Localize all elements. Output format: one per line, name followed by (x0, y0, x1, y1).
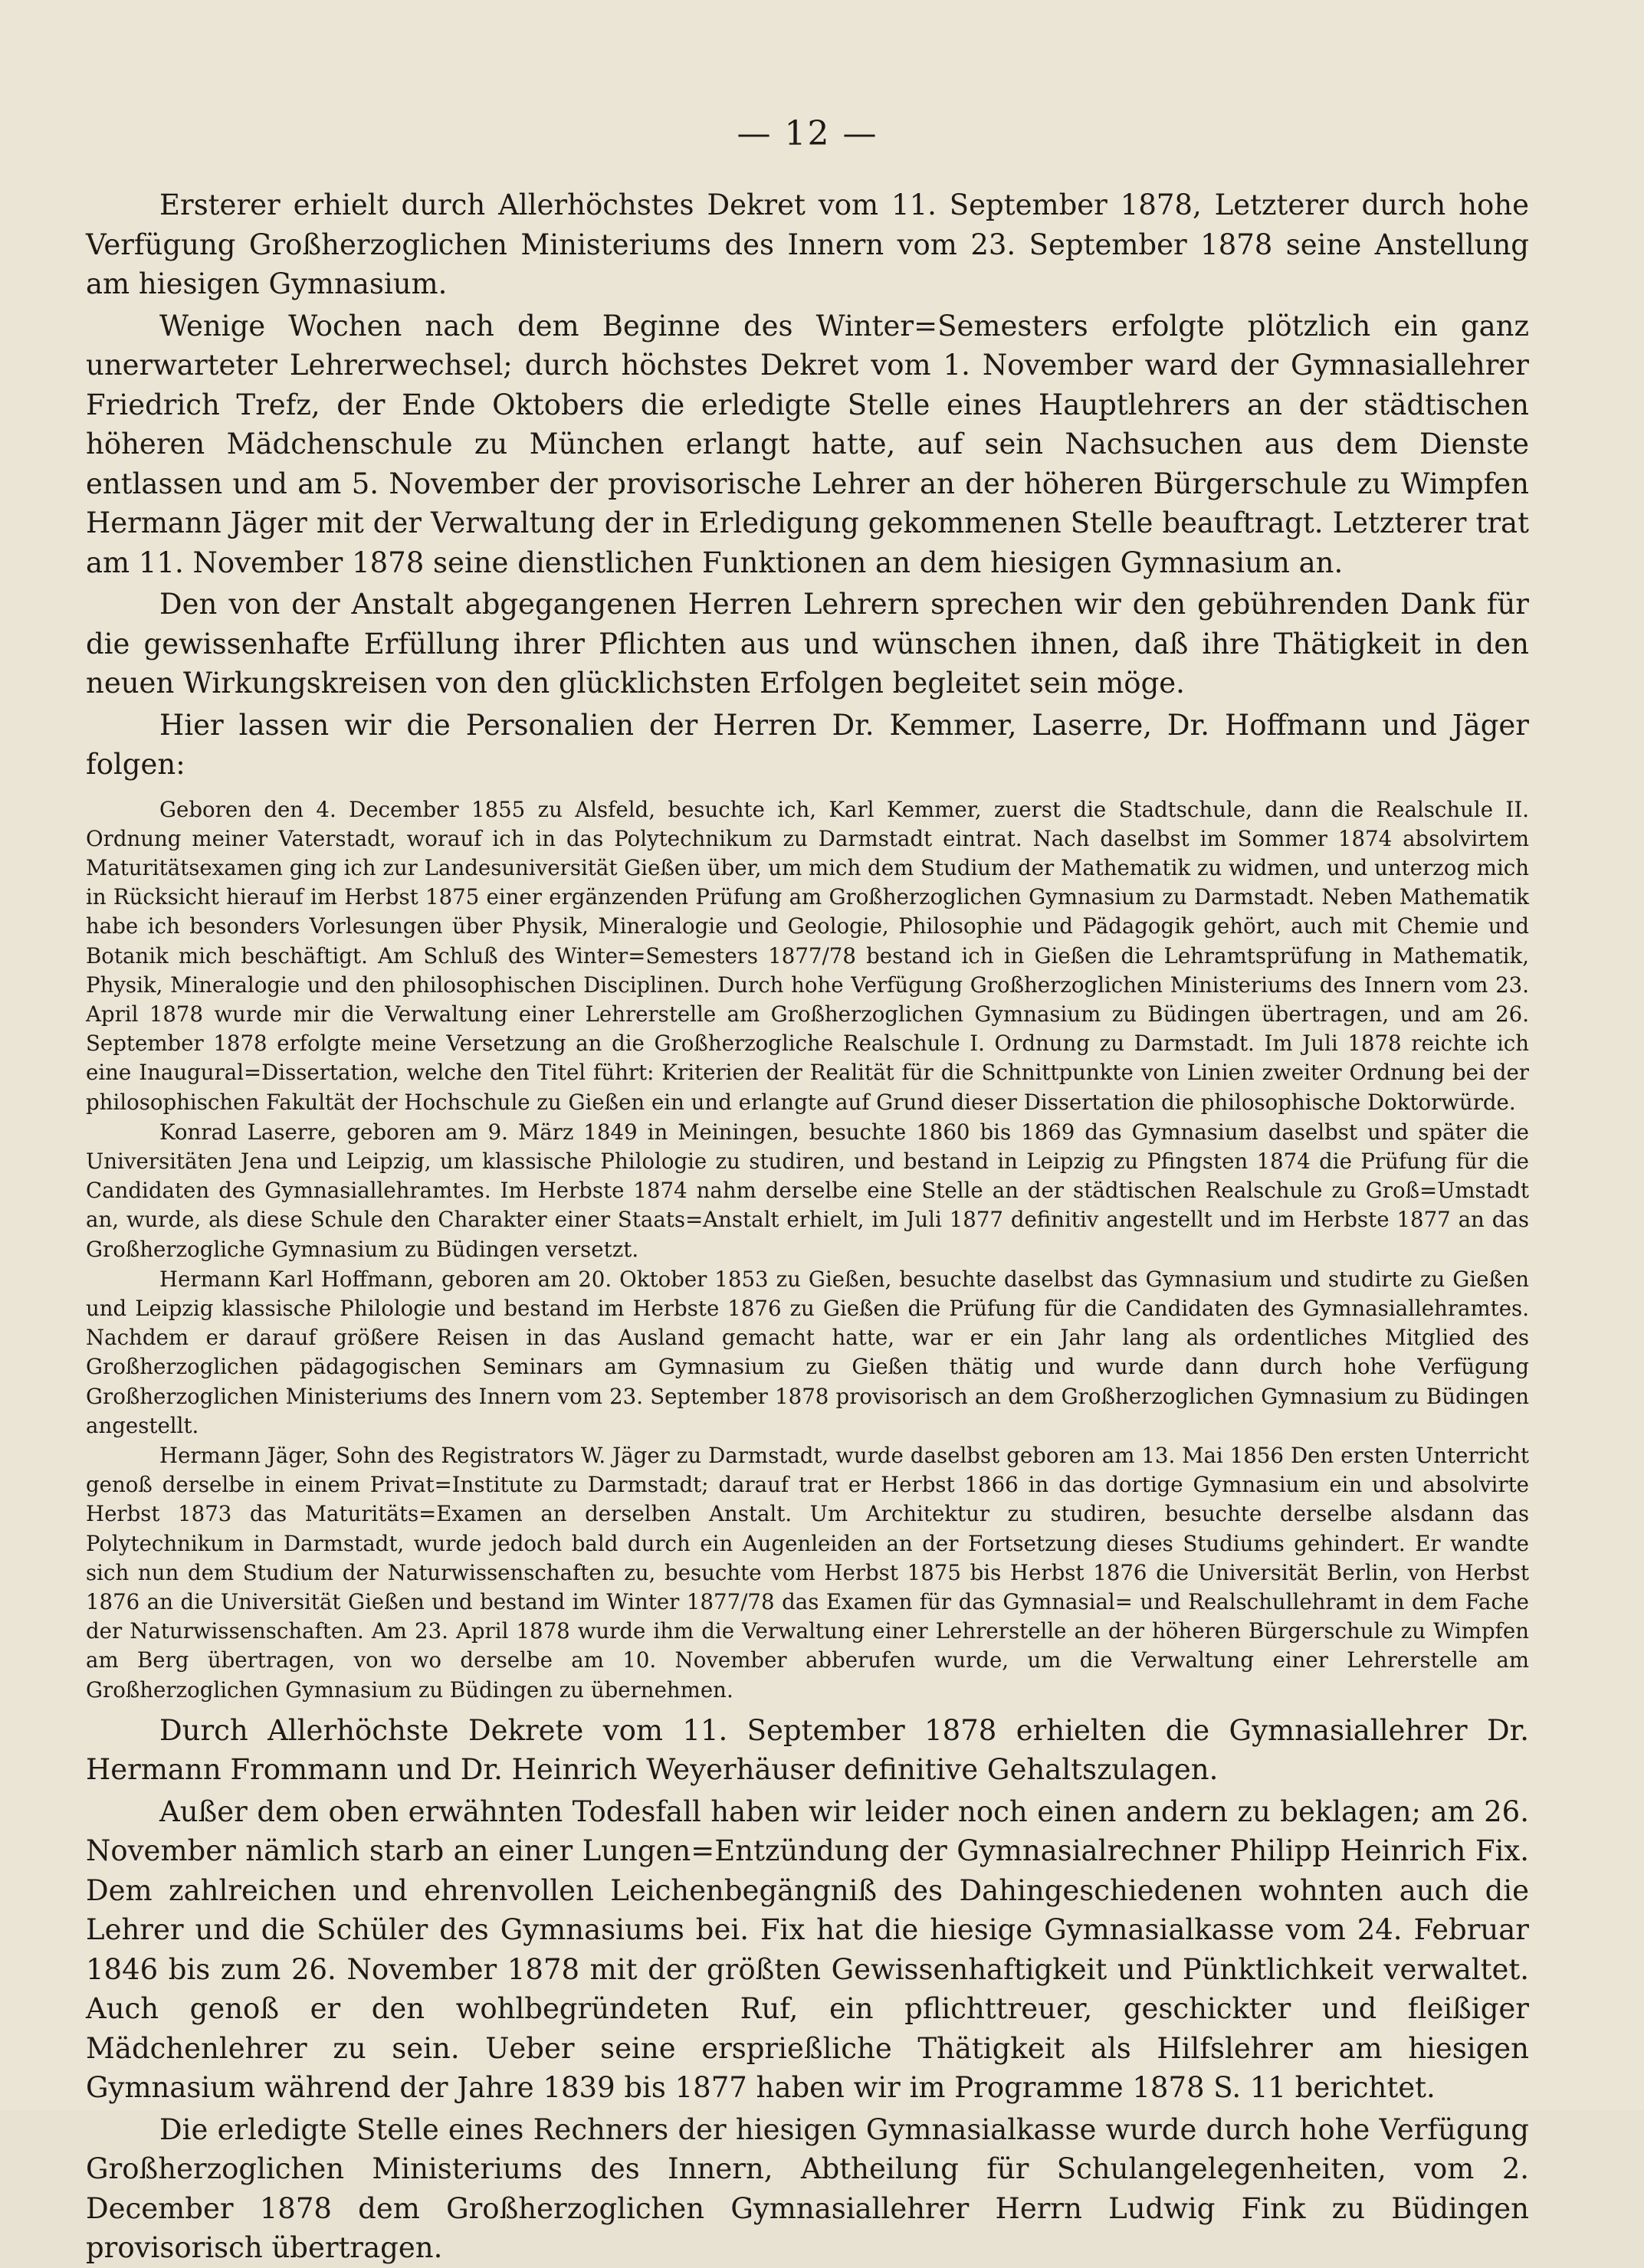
page-number: — 12 — (737, 114, 878, 153)
paragraph-salary-increases: Durch Allerhöchste Dekrete vom 11. September 1878 erhielten die Gymnasiallehrer Dr. Hermann Frommann und Dr. Heinrich Weyerhäuser definitive Gehaltszulagen. (86, 1713, 1529, 1787)
bio-kemmer: Geboren den 4. December 1855 zu Alsfeld, besuchte ich, Karl Kemmer, zuerst die Stadtschule, dann die Realschule II. Ordnung meiner Vaterstadt, worauf ich in das Polytechnikum zu Darmstadt eintrat. Nach daselbst im Sommer 1874 absolvirtem Maturitätsexamen ging ich zur Landesuniversität Gießen über, um mich dem Studium der Mathematik zu widmen, und unterzog mich in Rücksicht hierauf im Herbst 1875 einer ergänzenden Prüfung am Großherzoglichen Gymnasium zu Darmstadt. Neben Mathematik habe ich besonders Vorlesungen über Physik, Mineralogie und Geologie, Philosophie und Pädagogik gehört, auch mit Chemie und Botanik mich beschäftigt. Am Schluß des Winter=Semesters 1877/78 bestand ich in Gießen die Lehramtsprüfung in Mathematik, Physik, Mineralogie und den philosophischen Disciplinen. Durch hohe Verfügung Großherzoglichen Ministeriums des Innern vom 23. April 1878 wurde mir die Verwaltung einer Lehrerstelle am Großherzoglichen Gymnasium zu Büdingen übertragen, und am 26. September 1878 erfolgte meine Versetzung an die Großherzogliche Realschule I. Ordnung zu Darmstadt. Im Juli 1878 reichte ich eine Inaugural=Dissertation, welche den Titel führt: Kriterien der Realität für die Schnittpunkte von Linien zweiter Ordnung bei der philosophischen Fakultät der Hochschule zu Gießen ein und erlangte auf Grund dieser Dissertation die philosophische Doktorwürde. (86, 796, 1529, 1115)
bio-hoffmann: Hermann Karl Hoffmann, geboren am 20. Oktober 1853 zu Gießen, besuchte daselbst das Gymnasium und studirte zu Gießen und Leipzig klassische Philologie und bestand im Herbste 1876 zu Gießen die Prüfung für die Candidaten des Gymnasiallehramtes. Nachdem er darauf größere Reisen in das Ausland gemacht hatte, war er ein Jahr lang als ordentliches Mitglied des Großherzoglichen pädagogischen Seminars am Gymnasium zu Gießen thätig und wurde dann durch hohe Verfügung Großherzoglichen Ministeriums des Innern vom 23. September 1878 provisorisch an dem Großherzoglichen Gymnasium zu Büdingen angestellt. (86, 1266, 1529, 1438)
closing-text (86, 1711, 1529, 2268)
paragraph-thanks: Den von der Anstalt abgegangenen Herren Lehrern sprechen wir den gebührenden Dank für die gewissenhafte Erfüllung ihrer Pflichten aus und wünschen ihnen, daß ihre Thätigkeit in den neuen Wirkungskreisen von den glücklichsten Erfolgen begleitet sein möge. (86, 588, 1529, 700)
paragraph-teacher-change: Wenige Wochen nach dem Beginne des Winter=Semesters erfolgte plötzlich ein ganz unerwarteter Lehrerwechsel; durch höchstes Dekret vom 1. November ward der Gymnasiallehrer Friedrich Trefz, der Ende Oktobers die erledigte Stelle eines Hauptlehrers an der städtischen höheren Mädchenschule zu München erlangt hatte, auf sein Nachsuchen aus dem Dienste entlassen und am 5. November der provisorische Lehrer an der höheren Bürgerschule zu Wimpfen Hermann Jäger mit der Verwaltung der in Erledigung gekommenen Stelle beauftragt. Letzterer trat am 11. November 1878 seine dienstlichen Funktionen an dem hiesigen Gymnasium an. (86, 309, 1529, 579)
main-text (86, 185, 1529, 785)
bio-jaeger: Hermann Jäger, Sohn des Registrators W. Jäger zu Darmstadt, wurde daselbst geboren am 13. Mai 1856 Den ersten Unterricht genoß derselbe in einem Privat=Institute zu Darmstadt; darauf trat er Herbst 1866 in das dortige Gymnasium ein und absolvirte Herbst 1873 das Maturitäts=Examen an derselben Anstalt. Um Architektur zu studiren, besuchte derselbe alsdann das Polytechnikum in Darmstadt, wurde jedoch bald durch ein Augenleiden an der Fortsetzung dieses Studiums gehindert. Er wandte sich nun dem Studium der Naturwissenschaften zu, besuchte vom Herbst 1875 bis Herbst 1876 die Universität Berlin, von Herbst 1876 an die Universität Gießen und bestand im Winter 1877/78 das Examen für das Gymnasial= und Realschullehramt in dem Fache der Naturwissenschaften. Am 23. April 1878 wurde ihm die Verwaltung einer Lehrerstelle an der höheren Bürgerschule zu Wimpfen am Berg übertragen, von wo derselbe am 10. November abberufen wurde, um die Verwaltung einer Lehrerstelle am Großherzoglichen Gymnasium zu Büdingen zu übernehmen. (86, 1442, 1529, 1703)
paragraph-treasurer: Die erledigte Stelle eines Rechners der hiesigen Gymnasialkasse wurde durch hohe Verfügung Großherzoglichen Ministeriums des Innern, Abtheilung für Schulangelegenheiten, vom 2. December 1878 dem Großherzoglichen Gymnasiallehrer Herrn Ludwig Fink zu Büdingen provisorisch übertragen. (86, 2112, 1529, 2265)
paragraph-appointments: Ersterer erhielt durch Allerhöchstes Dekret vom 11. September 1878, Letzterer durch hohe Verfügung Großherzoglichen Ministeriums des Innern vom 23. September 1878 seine Anstellung am hiesigen Gymnasium. (86, 188, 1529, 300)
paragraph-obituary-fix: Außer dem oben erwähnten Todesfall haben wir leider noch einen andern zu beklagen; am 26. November nämlich starb an einer Lungen=Entzündung der Gymnasialrechner Philipp Heinrich Fix. Dem zahlreichen und ehrenvollen Leichenbegängniß des Dahingeschiedenen wohnten auch die Lehrer und die Schüler des Gymnasiums bei. Fix hat die hiesige Gymnasialkasse vom 24. Februar 1846 bis zum 26. November 1878 mit der größten Gewissenhaftigkeit und Pünktlichkeit verwaltet. Auch genoß er den wohlbegründeten Ruf, ein pflichttreuer, geschickter und fleißiger Mädchenlehrer zu sein. Ueber seine ersprießliche Thätigkeit als Hilfslehrer am hiesigen Gymnasium während der Jahre 1839 bis 1877 haben wir im Programme 1878 S. 11 berichtet. (86, 1794, 1529, 2105)
biographies (86, 795, 1529, 1705)
paragraph-personalien-intro: Hier lassen wir die Personalien der Herren Dr. Kemmer, Laserre, Dr. Hoffmann und Jäger folgen: (86, 708, 1529, 781)
bio-laserre: Konrad Laserre, geboren am 9. März 1849 in Meiningen, besuchte 1860 bis 1869 das Gymnasium daselbst und später die Universitäten Jena und Leipzig, um klassische Philologie zu studiren, und bestand in Leipzig zu Pfingsten 1874 die Prüfung für die Candidaten des Gymnasiallehramtes. Im Herbste 1874 nahm derselbe eine Stelle an der städtischen Realschule zu Groß=Umstadt an, wurde, als diese Schule den Charakter einer Staats=Anstalt erhielt, im Juli 1877 definitiv angestellt und im Herbste 1877 an das Großherzogliche Gymnasium zu Büdingen versetzt. (86, 1119, 1529, 1262)
